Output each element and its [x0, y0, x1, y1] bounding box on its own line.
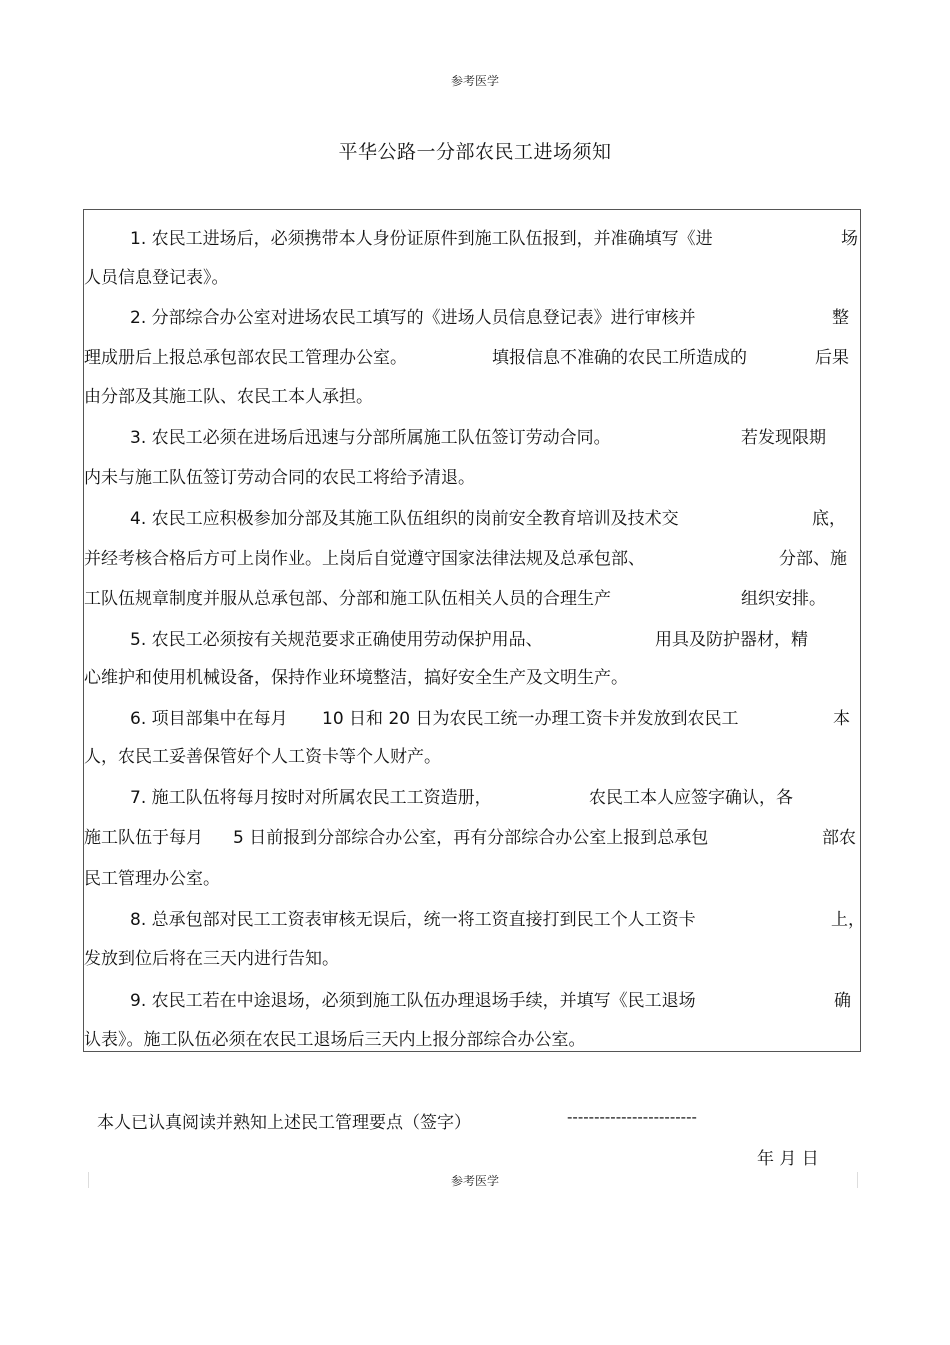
- item-9-line-2: 认表》。施工队伍必须在农民工退场后三天内上报分部综合办公室。: [84, 1030, 586, 1050]
- item-6-line-1-end: 本: [833, 709, 850, 729]
- item-4-line-2-end: 分部、施: [779, 549, 847, 569]
- page-title: 平华公路一分部农民工进场须知: [338, 141, 612, 163]
- item-1-line-1-end: 场: [841, 229, 858, 249]
- item-9-line-1: 9. 农民工若在中途退场，必须到施工队伍办理退场手续，并填写《民工退场: [130, 991, 696, 1011]
- signature-date: 年 月 日: [757, 1149, 819, 1169]
- item-3-line-1: 3. 农民工必须在进场后迅速与分部所属施工队伍签订劳动合同。: [130, 428, 611, 448]
- item-1-line-2: 人员信息登记表》。: [84, 268, 229, 288]
- item-7-line-1: 7. 施工队伍将每月按时对所属农民工工资造册，: [130, 788, 492, 808]
- item-2-line-2-end: 后果: [815, 348, 849, 368]
- item-4-line-3: 工队伍规章制度并服从总承包部、分部和施工队伍相关人员的合理生产: [84, 589, 611, 609]
- page-footer-label: 参考医学: [450, 1174, 499, 1188]
- item-8-line-1: 8. 总承包部对民工工资表审核无误后，统一将工资直接打到民工个人工资卡: [130, 910, 696, 930]
- item-4-line-1-end: 底，: [812, 509, 846, 529]
- item-7-line-2-end: 部农: [822, 828, 856, 848]
- item-7-line-1-end: 农民工本人应签字确认，各: [589, 788, 793, 808]
- item-3-line-2: 内未与施工队伍签订劳动合同的农民工将给予清退。: [84, 468, 475, 488]
- item-5-line-1: 5. 农民工必须按有关规范要求正确使用劳动保护用品、: [130, 630, 543, 650]
- item-2-line-1-end: 整: [832, 308, 849, 328]
- item-2-line-2: 理成册后上报总承包部农民工管理办公室。: [84, 348, 407, 368]
- item-6-line-1-mid: 10 日和 20 日为农民工统一办理工资卡并发放到农民工: [322, 709, 739, 729]
- item-7-line-3: 民工管理办公室。: [84, 869, 220, 889]
- item-2-line-2-mid: 填报信息不准确的农民工所造成的: [492, 348, 747, 368]
- item-5-line-2: 心维护和使用机械设备，保持作业环境整洁，搞好安全生产及文明生产。: [84, 668, 628, 688]
- item-4-line-3-end: 组织安排。: [741, 589, 826, 609]
- item-1-line-1: 1. 农民工进场后，必须携带本人身份证原件到施工队伍报到，并准确填写《进: [130, 229, 713, 249]
- item-7-line-2: 施工队伍于每月: [84, 828, 203, 848]
- item-2-line-1: 2. 分部综合办公室对进场农民工填写的《进场人员信息登记表》进行审核并: [130, 308, 696, 328]
- item-8-line-2: 发放到位后将在三天内进行告知。: [84, 949, 339, 969]
- item-6-line-2: 人，农民工妥善保管好个人工资卡等个人财产。: [84, 747, 441, 767]
- item-8-line-1-end: 上，: [831, 910, 865, 930]
- signature-blank[interactable]: ------------------------: [567, 1108, 697, 1126]
- item-5-line-1-end: 用具及防护器材，精: [655, 630, 808, 650]
- item-7-line-2-mid: 5 日前报到分部综合办公室，再有分部综合办公室上报到总承包: [233, 828, 709, 848]
- signature-statement: 本人已认真阅读并熟知上述民工管理要点（签字）: [97, 1113, 471, 1133]
- item-3-line-1-mid: 若发现限期: [741, 428, 826, 448]
- item-4-line-2: 并经考核合格后方可上岗作业。上岗后自觉遵守国家法律法规及总承包部、: [84, 549, 645, 569]
- page-header-label: 参考医学: [450, 74, 499, 88]
- item-9-line-1-end: 确: [834, 991, 851, 1011]
- item-6-line-1: 6. 项目部集中在每月: [130, 709, 288, 729]
- item-2-line-3: 由分部及其施工队、农民工本人承担。: [84, 387, 373, 407]
- item-4-line-1: 4. 农民工应积极参加分部及其施工队伍组织的岗前安全教育培训及技术交: [130, 509, 679, 529]
